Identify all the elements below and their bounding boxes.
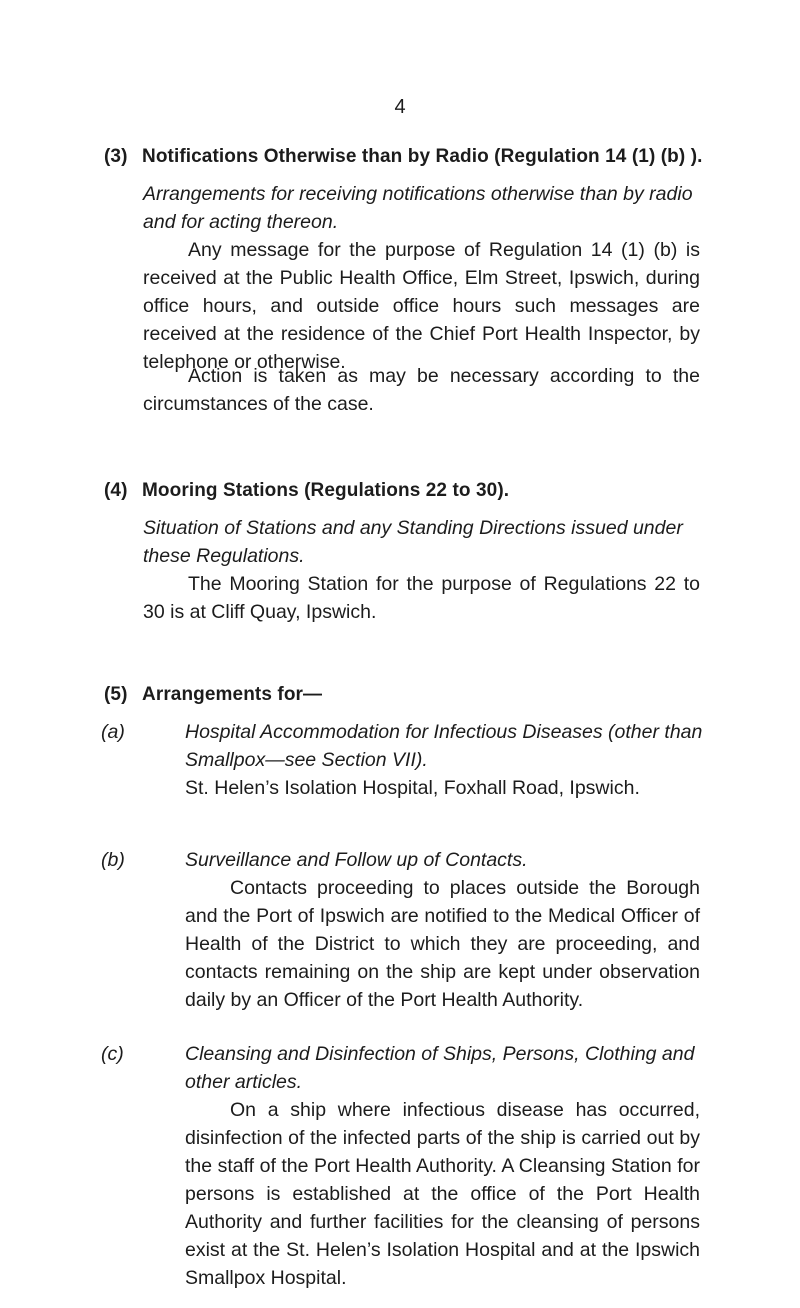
- page-number: 4: [394, 96, 406, 118]
- section-3-heading: [104, 146, 703, 168]
- section-3-heading-text: Notifications Otherwise than by Radio (Regulation 14 (1) (b) ).: [142, 146, 703, 167]
- item-a-title: [101, 718, 703, 774]
- section-4-subheading: Situation of Stations and any Standing Directions issued under these Regulations.: [143, 517, 683, 567]
- item-b-title-text: Surveillance and Follow up of Contacts.: [185, 849, 528, 871]
- item-c-label: (c): [101, 1043, 124, 1065]
- item-a-paragraph: [185, 774, 700, 802]
- section-4-paragraph-1: The Mooring Station for the purpose of Regulations 22 to 30 is at Cliff Quay, Ipswich.: [143, 573, 700, 623]
- item-c-paragraph: On a ship where infectious disease has occurred, disinfection of the infected parts of the ship is carried out by the staff of the Port Health Authority. A Cleansing Station for persons is established at the office of the Port Health Authority and further facilities for the cleansing of persons exist at the St. Helen’s Isolation Hospital and at the Ipswich Smallpox Hospital.: [185, 1099, 700, 1289]
- section-5-heading: [104, 684, 322, 706]
- section-4-heading-text: Mooring Stations (Regulations 22 to 30).: [142, 480, 510, 501]
- section-3-paragraph-1: Any message for the purpose of Regulation 14 (1) (b) is received at the Public Health Office, Elm Street, Ipswich, during office hours, and outside office hours such messages are received at the residence of the Chief Port Health Inspector, by telephone or otherwise.: [143, 239, 700, 373]
- section-3-paragraph-2: Action is taken as may be necessary according to the circumstances of the case.: [143, 365, 700, 415]
- item-a-label: (a): [101, 721, 125, 743]
- item-b-title: [101, 846, 703, 874]
- section-4-number: (4): [104, 480, 128, 501]
- item-c-title: [101, 1040, 703, 1096]
- item-b-paragraph: Contacts proceeding to places outside the Borough and the Port of Ipswich are notified to the Medical Officer of Health of the District to which they are proceeding, and contacts remaining on the ship are kept under observation daily by an Officer of the Port Health Authority.: [185, 877, 700, 1011]
- item-a-title-text: Hospital Accommodation for Infectious Diseases (other than Smallpox—see Section VII).: [185, 721, 703, 771]
- section-3-subheading: Arrangements for receiving notifications otherwise than by radio and for acting thereon.: [143, 183, 693, 233]
- section-3-number: (3): [104, 146, 128, 167]
- section-5-number: (5): [104, 684, 128, 705]
- section-5-heading-text: Arrangements for—: [142, 684, 323, 705]
- section-4-heading: [104, 480, 509, 502]
- item-c-title-text: Cleansing and Disinfection of Ships, Persons, Clothing and other articles.: [185, 1043, 695, 1093]
- item-a-paragraph-text: St. Helen’s Isolation Hospital, Foxhall Road, Ipswich.: [185, 777, 640, 799]
- item-b-label: (b): [101, 849, 125, 871]
